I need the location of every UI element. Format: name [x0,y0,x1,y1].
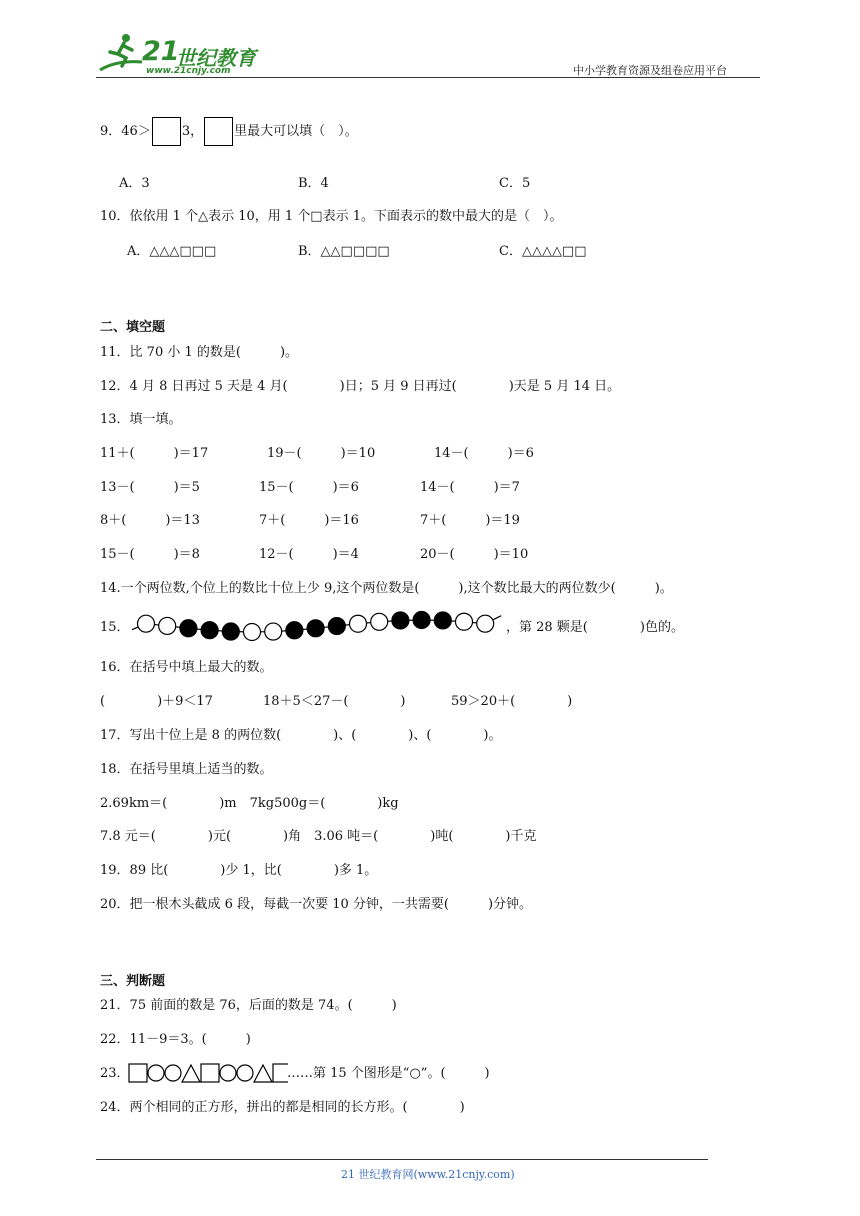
square-shape [273,1064,288,1082]
q13-item: 13－( )＝5 [100,480,200,495]
black-bead [307,620,324,637]
question-18-title: 18．在括号里填上适当的数。 [100,762,273,777]
question-9 [100,117,358,147]
black-bead [286,622,303,639]
question-14: 14.一个两位数,个位上的数比十位上少 9,这个两位数是( ),这个数比最大的两位数少( )。 [100,581,673,596]
q13-item: 20－( )＝10 [420,547,529,562]
question-17: 17．写出十位上是 8 的两位数( )、( )、( )。 [100,728,502,743]
question-12: 12．4 月 8 日再过 5 天是 4 月( )日；5 月 9 日再过( )天是 5 月 14 日。 [100,379,621,394]
header-divider [96,77,760,78]
question-13-title: 13．填一填。 [100,412,182,427]
q9-option-b[interactable]: B．4 [298,176,329,191]
circle-shape [237,1065,253,1081]
q9-suffix: 里最大可以填（ ）。 [234,124,358,139]
question-24: 24．两个相同的正方形，拼出的都是相同的长方形。( ) [100,1100,465,1115]
question-15-number: 15． [100,620,130,635]
black-bead [413,612,430,629]
black-bead [180,620,197,637]
logo-url: www.21cnjy.com [146,66,231,76]
q10-option-a[interactable]: A．△△△□□□ [127,244,217,259]
white-bead [265,623,282,640]
white-bead [371,613,388,630]
white-bead [244,623,261,640]
question-16-title: 16．在括号中填上最大的数。 [100,660,273,675]
q13-item: 12－( )＝4 [259,547,359,562]
q16-item: 18＋5＜27－( ) [263,694,406,709]
white-bead [456,613,473,630]
triangle-shape [254,1065,272,1082]
q16-item: 59＞20＋( ) [451,694,573,709]
shape-sequence-figure [128,1062,288,1084]
question-11: 11．比 70 小 1 的数是( )。 [100,345,299,360]
footer-text: 21 世纪教育网(www.21cnjy.com) [341,1168,515,1181]
question-21: 21．75 前面的数是 76，后面的数是 74。( ) [100,998,397,1013]
q13-item: 15－( )＝8 [100,547,200,562]
runner-icon [96,32,148,76]
q13-item: 11＋( )＝17 [100,446,209,461]
black-bead [434,612,451,629]
answer-box[interactable] [152,117,181,146]
q13-item: 7＋( )＝16 [259,513,359,528]
black-bead [222,623,239,640]
header-logo [96,32,266,77]
question-22: 22．11－9＝3。( ) [100,1032,251,1047]
question-15-text: ，第 28 颗是( )色的。 [506,620,684,635]
question-23-number: 23． [100,1066,130,1081]
q13-item: 15－( )＝6 [259,480,359,495]
q10-option-b[interactable]: B．△△□□□□ [298,244,390,259]
section-heading-true-false: 三、判断题 [100,974,166,989]
triangle-shape [182,1065,200,1082]
q13-item: 7＋( )＝19 [420,513,520,528]
bead-string-figure [130,608,506,644]
black-bead [392,612,409,629]
square-shape [129,1064,147,1082]
q10-option-c[interactable]: C．△△△△□□ [499,244,587,259]
black-bead [328,618,345,635]
circle-shape [148,1065,164,1081]
q13-item: 19－( )＝10 [267,446,376,461]
white-bead [138,615,155,632]
footer-divider [96,1159,708,1160]
circle-shape [165,1065,181,1081]
section-heading-fill-blank: 二、填空题 [100,320,166,335]
white-bead [350,615,367,632]
question-10: 10．依依用 1 个△表示 10，用 1 个□表示 1。下面表示的数中最大的是（ ）。 [100,209,563,224]
q13-item: 14－( )＝7 [420,480,520,495]
q16-item: ( )＋9＜17 [100,694,213,709]
white-bead [159,617,176,634]
question-20: 20．把一根木头截成 6 段，每截一次要 10 分钟，一共需要( )分钟。 [100,897,533,912]
white-bead [477,615,494,632]
q9-middle: 3， [181,124,204,139]
question-23-text: ……第 15 个图形是“○”。( ) [287,1066,490,1081]
question-19: 19．89 比( )少 1，比( )多 1。 [100,863,378,878]
q9-prefix: 9．46＞ [100,124,151,139]
circle-shape [220,1065,236,1081]
black-bead [201,622,218,639]
question-18-line-2: 7.8 元＝( )元( )角 3.06 吨＝( )吨( )千克 [100,829,537,844]
answer-box[interactable] [204,117,233,146]
question-18-line-1: 2.69km＝( )m 7kg500g＝( )kg [100,796,399,811]
square-shape [201,1064,219,1082]
header-platform-text: 中小学教育资源及组卷应用平台 [573,64,727,77]
q13-item: 8＋( )＝13 [100,513,200,528]
logo-text: 世纪教育 [176,46,256,70]
q9-option-c[interactable]: C．5 [499,176,531,191]
logo-number: 21 [142,36,180,67]
q13-item: 14－( )＝6 [434,446,534,461]
q9-option-a[interactable]: A．3 [119,176,150,191]
